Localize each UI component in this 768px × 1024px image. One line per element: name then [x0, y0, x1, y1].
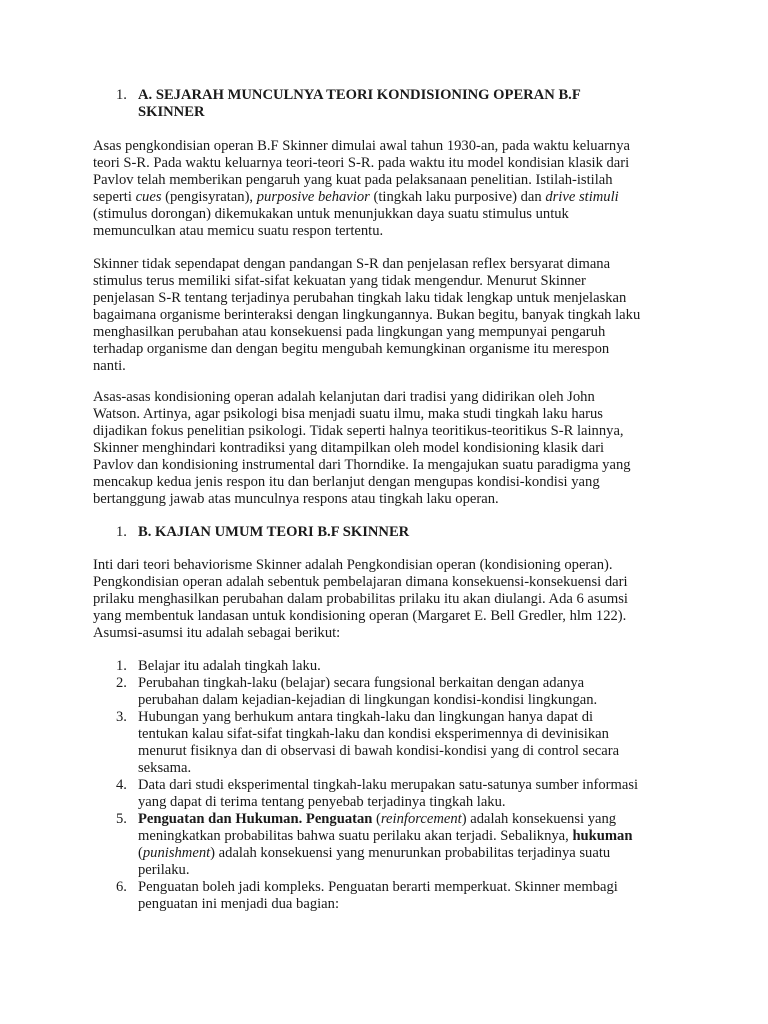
paragraph-line: Pavlov telah memberikan pengaruh yang kuat pada pelaksanaan penelitian. Istilah-istilah — [93, 172, 613, 188]
list-line: tentukan kalau sifat-sifat tingkah-laku dan kondisi eksperimennya di devinisikan — [138, 726, 609, 742]
paragraph-line: penjelasan S-R tentang terjadinya perubahan tingkah laku tidak lengkap untuk menjelaskan — [93, 290, 627, 306]
paragraph-line: Pengkondisian operan adalah sebentuk pembelajaran dimana konsekuensi-konsekuensi dari — [93, 574, 628, 590]
paragraph-line: bagaimana organisme berinteraksi dengan lingkungannya. Bukan begitu, banyak tingkah laku — [93, 307, 641, 323]
list-item — [116, 658, 676, 675]
list-number: 5. — [116, 811, 127, 827]
paragraph-line: stimulus terus memiliki sifat-sifat kekuatan yang tidak mengendur. Menurut Skinner — [93, 273, 586, 289]
paragraph-line: Skinner tidak sependapat dengan pandangan S-R dan penjelasan reflex bersyarat dimana — [93, 256, 611, 272]
bold-term: Penguatan — [305, 811, 373, 827]
list-line: Data dari studi eksperimental tingkah-laku merupakan satu-satunya sumber informasi — [138, 777, 639, 793]
paragraph-2 — [93, 256, 685, 375]
paragraph-line: Pavlov dan kondisioning instrumental dari Thorndike. Ia mengajukan suatu paradigma yang — [93, 457, 631, 473]
assumptions-list — [116, 658, 676, 913]
paragraph-line: nanti. — [93, 358, 126, 374]
paragraph-line: dijadikan fokus penelitian psikologi. Tidak seperti halnya teoritikus-teoritikus S-R lainnya, — [93, 423, 624, 439]
paragraph-line: (stimulus dorongan) dikemukakan untuk menunjukkan daya suatu stimulus untuk — [93, 206, 569, 222]
paragraph-line: Skinner menghindari kontradiksi yang ditampilkan oleh model kondisioning klasik dari — [93, 440, 605, 456]
list-number: 6. — [116, 879, 127, 895]
paragraph-1 — [93, 138, 685, 240]
section-b-number: 1. — [116, 524, 127, 540]
list-line: Perubahan tingkah-laku (belajar) secara fungsional berkaitan dengan adanya — [138, 675, 585, 691]
list-line: penguatan ini menjadi dua bagian: — [138, 896, 340, 912]
paragraph-line: terhadap organisme dan dengan begitu mengubah kemungkinan organisme itu merespon — [93, 341, 610, 357]
paragraph-line: mencakup kedua jenis respon itu dan berlanjut dengan mengupas kondisi-kondisi yang — [93, 474, 600, 490]
list-line-mixed: Penguatan dan Hukuman. Penguatan (reinforcement) adalah konsekuensi yang — [138, 811, 617, 827]
paragraph-line: Inti dari teori behaviorisme Skinner adalah Pengkondisian operan (kondisioning operan). — [93, 557, 613, 573]
paragraph-line: prilaku menghasilkan perubahan dalam probabilitas prilaku itu akan diulangi. Ada 6 asumsi — [93, 591, 628, 607]
paragraph-line: bertanggung jawab atas munculnya respons atau tingkah laku operan. — [93, 491, 499, 507]
paragraph-line-mixed: seperti cues (pengisyratan), purposive behavior (tingkah laku purposive) dan drive stimuli — [93, 189, 619, 205]
list-line: yang dapat di terima tentang penyebab terjadinya tingkah laku. — [138, 794, 506, 810]
list-number: 1. — [116, 658, 127, 674]
list-line: perubahan dalam kejadian-kejadian di lingkungan kondisi-kondisi lingkungan. — [138, 692, 598, 708]
list-line: Penguatan boleh jadi kompleks. Penguatan berarti memperkuat. Skinner membagi — [138, 879, 618, 895]
list-line: seksama. — [138, 760, 192, 776]
paragraph-line: Asas-asas kondisioning operan adalah kelanjutan dari tradisi yang didirikan oleh John — [93, 389, 595, 405]
list-line-mixed: meningkatkan probabilitas bahwa suatu perilaku akan terjadi. Sebaliknya, hukuman — [138, 828, 633, 844]
paragraph-3 — [93, 389, 685, 508]
list-line: menurut fisiknya dan di observasi di bawah kondisi-kondisi yang di control secara — [138, 743, 620, 759]
list-item — [116, 879, 676, 913]
list-item — [116, 811, 676, 879]
paragraph-4 — [93, 557, 685, 642]
paragraph-line: menghasilkan perubahan atau konsekuensi pada lingkungan yang mempunyai pengaruh — [93, 324, 606, 340]
list-number: 3. — [116, 709, 127, 725]
list-line: perilaku. — [138, 862, 190, 878]
italic-term: cues — [135, 189, 162, 205]
list-item — [116, 675, 676, 709]
list-line: Belajar itu adalah tingkah laku. — [138, 658, 321, 674]
list-item — [116, 777, 676, 811]
italic-term: reinforcement — [380, 811, 462, 827]
list-line: Hubungan yang berhukum antara tingkah-laku dan lingkungan hanya dapat di — [138, 709, 594, 725]
list-line-mixed: (punishment) adalah konsekuensi yang menurunkan probabilitas terjadinya suatu — [138, 845, 611, 861]
italic-term: punishment — [142, 845, 211, 861]
section-a-number: 1. — [116, 87, 127, 103]
list-item — [116, 709, 676, 777]
section-b-title: B. KAJIAN UMUM TEORI B.F SKINNER — [138, 524, 410, 540]
bold-term: hukuman — [572, 828, 633, 844]
paragraph-line: Watson. Artinya, agar psikologi bisa menjadi suatu ilmu, maka studi tingkah laku harus — [93, 406, 603, 422]
paragraph-line: memunculkan atau memicu suatu respon tertentu. — [93, 223, 384, 239]
italic-term: purposive behavior — [256, 189, 370, 205]
paragraph-line: Asas pengkondisian operan B.F Skinner dimulai awal tahun 1930-an, pada waktu keluarnya — [93, 138, 631, 154]
paragraph-line: yang membentuk landasan untuk kondisioning operan (Margaret E. Bell Gredler, hlm 122). — [93, 608, 627, 624]
list-number: 2. — [116, 675, 127, 691]
italic-term: drive stimuli — [545, 189, 619, 205]
bold-term: Penguatan dan Hukuman. — [138, 811, 303, 827]
list-number: 4. — [116, 777, 127, 793]
section-a-title-line: SKINNER — [138, 104, 205, 120]
paragraph-line: Asumsi-asumsi itu adalah sebagai berikut: — [93, 625, 341, 641]
section-a-title-line: A. SEJARAH MUNCULNYA TEORI KONDISIONING OPERAN B.F — [138, 87, 581, 103]
paragraph-line: teori S-R. Pada waktu keluarnya teori-teori S-R. pada waktu itu model kondisian klasik dari — [93, 155, 630, 171]
